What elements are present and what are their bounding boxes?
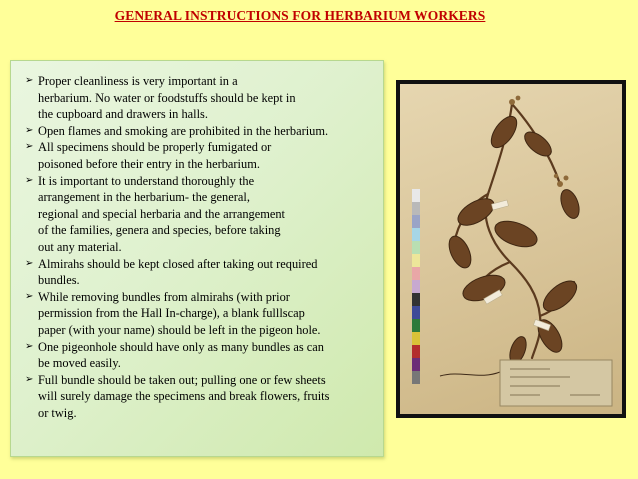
instruction-line: regional and special herbaria and the arrangement	[38, 206, 286, 221]
instruction-line: Full bundle should be taken out; pulling one or few sheets	[38, 372, 326, 387]
instruction-line: be moved easily.	[38, 356, 121, 371]
instruction-line: permission from the Hall In-charge), a blank fulllscap	[38, 306, 305, 321]
instruction-item	[25, 123, 387, 140]
page-title: GENERAL INSTRUCTIONS FOR HERBARIUM WORKERS	[114, 8, 486, 23]
arrow-bullet-icon: ➢	[25, 174, 34, 186]
arrow-bullet-icon: ➢	[25, 124, 34, 136]
instruction-item	[25, 372, 387, 422]
instructions-list	[25, 73, 387, 421]
instruction-line: While removing bundles from almirahs (with prior	[38, 289, 290, 304]
instruction-item	[25, 173, 387, 256]
plant-specimen-illustration	[400, 84, 622, 414]
instruction-item	[25, 289, 387, 339]
instructions-panel	[10, 60, 384, 457]
instruction-item	[25, 139, 387, 172]
instruction-line: will surely damage the specimens and break flowers, fruits	[38, 389, 330, 404]
instruction-line: poisoned before their entry in the herbarium.	[38, 156, 260, 171]
arrow-bullet-icon: ➢	[25, 141, 34, 153]
instruction-line: bundles.	[38, 273, 80, 288]
instruction-line: One pigeonhole should have only as many bundles as can	[38, 339, 324, 354]
arrow-bullet-icon: ➢	[25, 290, 34, 302]
instruction-line: Almirahs should be kept closed after taking out required	[38, 256, 318, 271]
instruction-item	[25, 256, 387, 289]
instruction-item	[25, 339, 387, 372]
instruction-line: out any material.	[38, 239, 122, 254]
herbarium-specimen-photo	[396, 80, 626, 418]
color-calibration-strip-icon	[412, 189, 420, 384]
arrow-bullet-icon: ➢	[25, 75, 34, 86]
instruction-line: Open flames and smoking are prohibited in the herbarium.	[38, 123, 329, 138]
instruction-line: It is important to understand thoroughly the	[38, 173, 255, 188]
instruction-line: the cupboard and drawers in halls.	[38, 107, 208, 122]
instruction-line: or twig.	[38, 405, 77, 420]
instruction-item	[25, 73, 387, 123]
instruction-line: All specimens should be properly fumigated or	[38, 140, 272, 155]
specimen-sheet	[400, 84, 622, 414]
instruction-line: of the families, genera and species, before taking	[38, 223, 281, 238]
instruction-line: herbarium. No water or foodstuffs should be kept in	[38, 90, 296, 105]
arrow-bullet-icon: ➢	[25, 257, 34, 269]
arrow-bullet-icon: ➢	[25, 340, 34, 352]
instruction-line: Proper cleanliness is very important in a	[38, 74, 238, 88]
instruction-line: paper (with your name) should be left in the pigeon hole.	[38, 322, 321, 337]
instruction-line: arrangement in the herbarium- the general,	[38, 190, 250, 205]
arrow-bullet-icon: ➢	[25, 373, 34, 385]
